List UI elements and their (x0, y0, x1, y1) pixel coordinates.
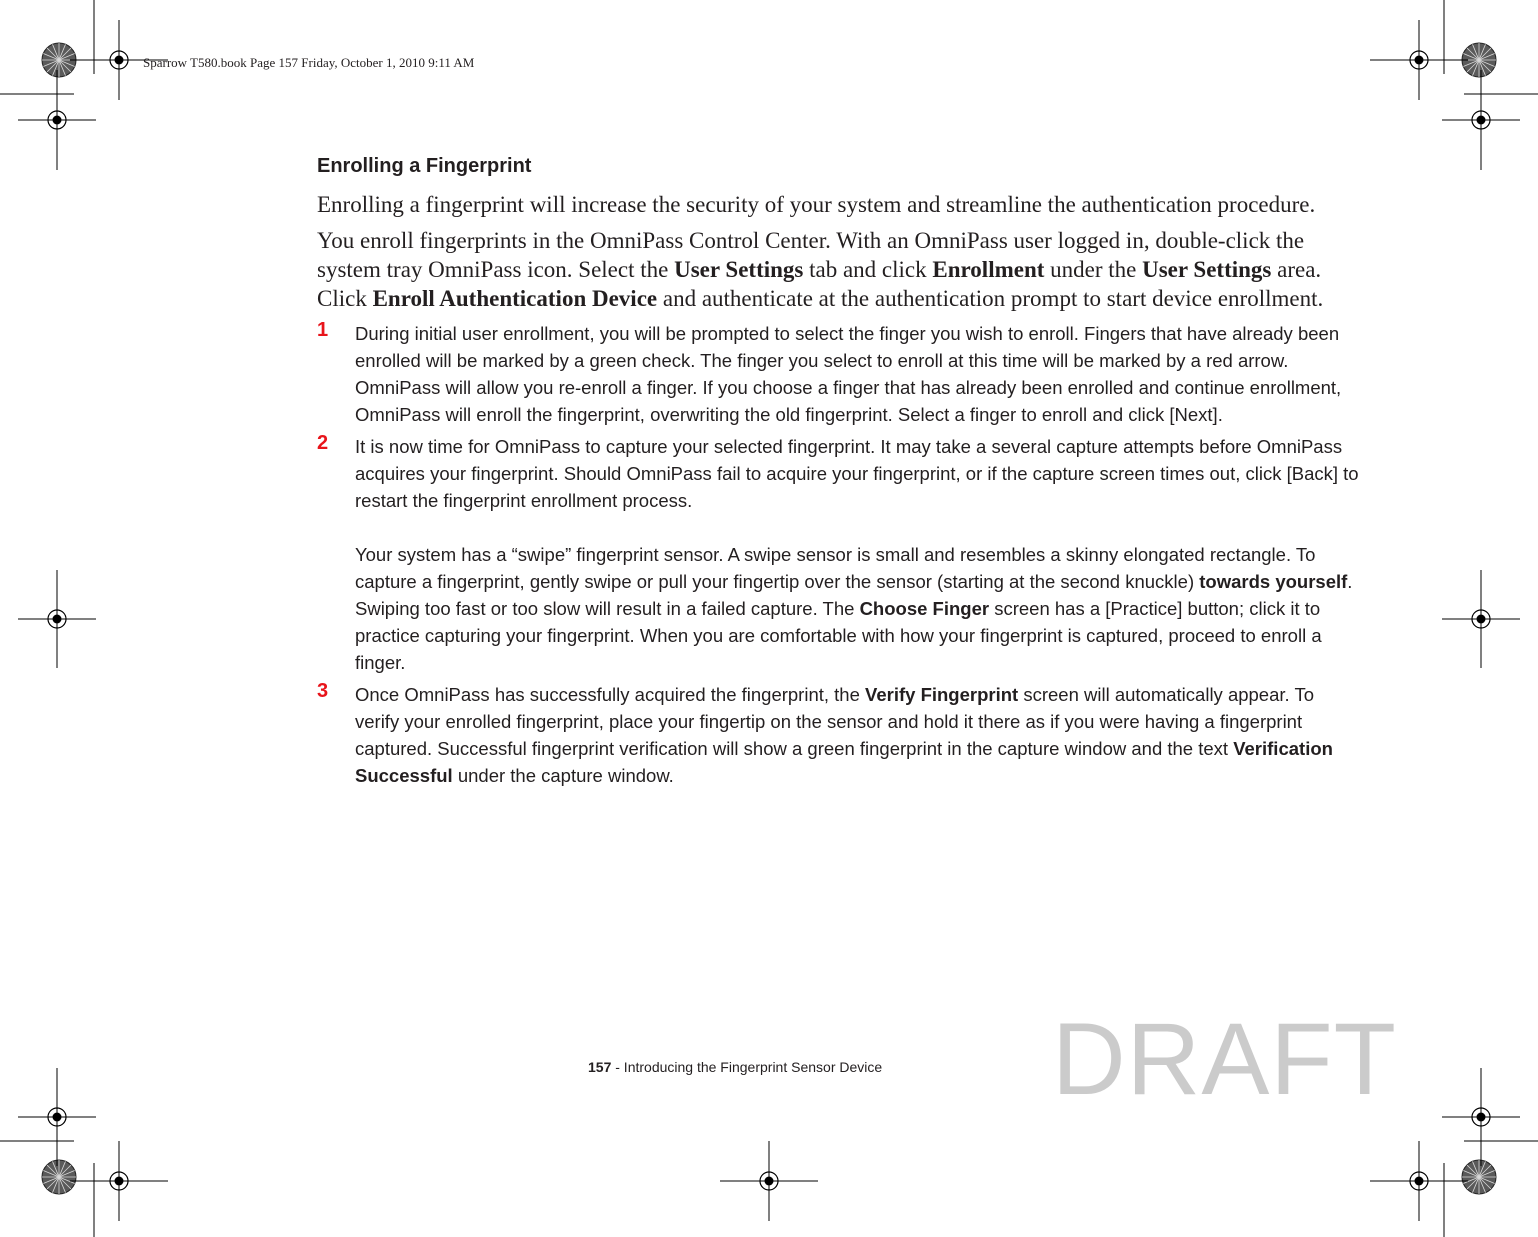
step-text: It is now time for OmniPass to capture your selected fingerprint. It may take a several capture attempts before OmniPass acquires your fingerprint. Should OmniPass fail to acquire your fingerprint, or if the capture screen times out, click [Back] to restart the fingerprint enrollment process. (355, 436, 1359, 511)
bold-choose-finger: Choose Finger (859, 598, 990, 619)
bold-user-settings-area: User Settings (1142, 257, 1272, 282)
page-footer (588, 1059, 882, 1075)
page-content (317, 152, 1362, 789)
text-run: Once OmniPass has successfully acquired the fingerprint, the (355, 684, 866, 705)
step-1 (317, 320, 1362, 428)
bold-user-settings: User Settings (674, 257, 804, 282)
page-number: 157 (588, 1059, 612, 1075)
text-run: . Swiping too fast or too slow will result in a failed capture. The (355, 571, 1353, 619)
book-info-header: Sparrow T580.book Page 157 Friday, October 1, 2010 9:11 AM (143, 55, 475, 70)
intro-paragraph: Enrolling a fingerprint will increase the security of your system and streamline the authentication procedure. (317, 192, 1316, 217)
text-run: area. Click (317, 257, 1322, 311)
section-title: Enrolling a Fingerprint (317, 155, 532, 177)
enrollment-paragraph (317, 226, 1362, 313)
step-2 (317, 433, 1362, 676)
text-run: and authenticate at the authentication prompt to start device enrollment. (657, 286, 1324, 311)
text-run: screen has a [Practice] button; click it to practice capturing your fingerprint. When you are comfortable with how your fingerprint is captured, proceed to enroll a finger. (355, 598, 1322, 673)
step-number: 3 (317, 680, 329, 702)
text-run: tab and click (803, 257, 933, 282)
draft-watermark: DRAFT (1052, 1002, 1397, 1116)
swipe-sensor-note (355, 541, 1362, 676)
step-text (355, 681, 1362, 789)
text-run: under the capture window. (452, 765, 674, 786)
bold-towards-yourself: towards yourself (1199, 571, 1348, 592)
bold-verify-fingerprint: Verify Fingerprint (865, 684, 1019, 705)
bold-verification-successful: Verification Successful (355, 738, 1333, 786)
step-number: 2 (317, 432, 329, 454)
bold-enrollment: Enrollment (932, 257, 1045, 282)
footer-label: - Introducing the Fingerprint Sensor Device (611, 1059, 883, 1075)
bold-enroll-device: Enroll Authentication Device (372, 286, 658, 311)
step-3 (317, 681, 1362, 789)
text-run: Your system has a “swipe” fingerprint sensor. A swipe sensor is small and resembles a skinny elongated rectangle. To capture a fingerprint, gently swipe or pull your fingertip over the sensor (starting at the second knuckle) (355, 544, 1316, 592)
step-number: 1 (317, 319, 329, 341)
step-text: During initial user enrollment, you will be prompted to select the finger you wish to enroll. Fingers that have already been enrolled will be marked by a green check. The finger you select to enroll at this time will be marked by a red arrow. OmniPass will allow you re-enroll a finger. If you choose a finger that has already been enrolled and continue enrollment, OmniPass will enroll the fingerprint, overwriting the old fingerprint. Select a finger to enroll and click [Next]. (355, 323, 1342, 425)
text-run: screen will automatically appear. To verify your enrolled fingerprint, place your fingertip on the sensor and hold it there as if you were having a fingerprint captured. Successful fingerprint verification will show a green fingerprint in the capture window and the text (355, 684, 1315, 759)
text-run: You enroll fingerprints in the OmniPass Control Center. With an OmniPass user logged in, double-click the system tray OmniPass icon. Select the (317, 228, 1305, 282)
text-run: under the (1044, 257, 1143, 282)
